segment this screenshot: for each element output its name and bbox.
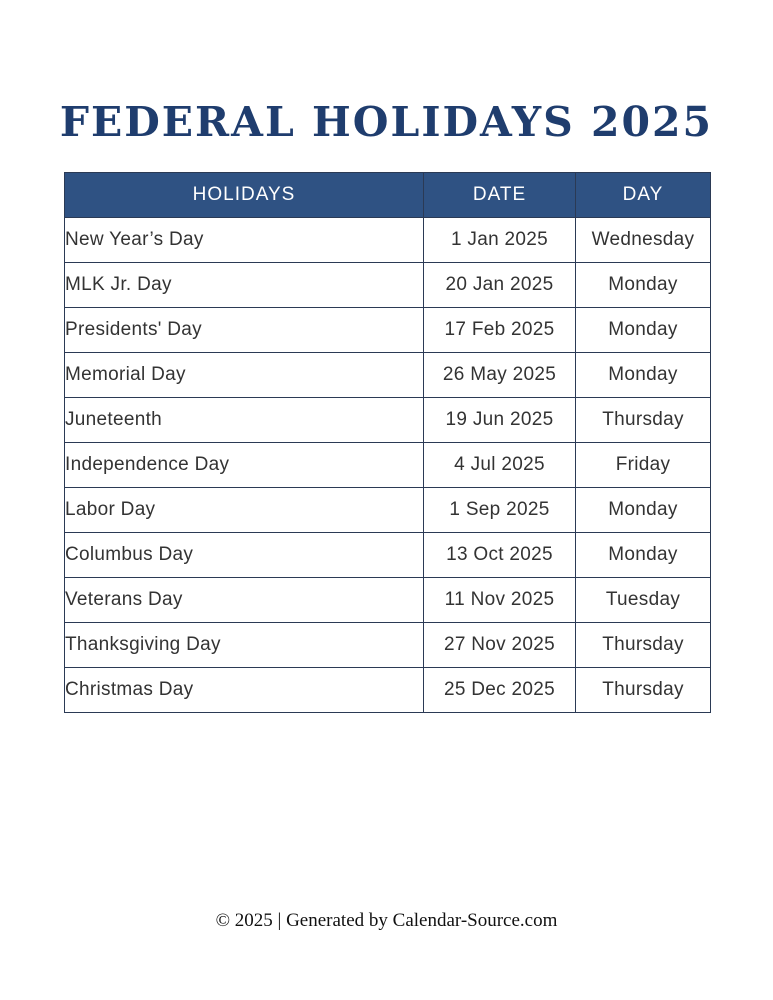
holiday-name-cell: Independence Day: [65, 443, 424, 488]
table-body: [65, 218, 711, 713]
table-row: [65, 398, 711, 443]
holiday-day-cell: Monday: [576, 533, 711, 578]
holiday-name-cell: Labor Day: [65, 488, 424, 533]
table-row: [65, 263, 711, 308]
table-row: [65, 443, 711, 488]
holiday-day-cell: Monday: [576, 488, 711, 533]
page-title: FEDERAL HOLIDAYS 2025: [59, 98, 714, 147]
holiday-day-cell: Monday: [576, 308, 711, 353]
column-header-day: DAY: [576, 173, 711, 218]
holiday-day-cell: Thursday: [576, 668, 711, 713]
table-row: [65, 218, 711, 263]
table-row: [65, 353, 711, 398]
holiday-date-cell: 1 Sep 2025: [424, 488, 576, 533]
holiday-day-cell: Tuesday: [576, 578, 711, 623]
holiday-name-cell: Juneteenth: [65, 398, 424, 443]
holiday-date-cell: 19 Jun 2025: [424, 398, 576, 443]
header-row: [65, 173, 711, 218]
holiday-date-cell: 17 Feb 2025: [424, 308, 576, 353]
holiday-name-cell: Columbus Day: [65, 533, 424, 578]
table-row: [65, 578, 711, 623]
holiday-name-cell: Thanksgiving Day: [65, 623, 424, 668]
table-row: [65, 623, 711, 668]
holiday-date-cell: 1 Jan 2025: [424, 218, 576, 263]
holiday-date-cell: 25 Dec 2025: [424, 668, 576, 713]
table-row: [65, 488, 711, 533]
table-row: [65, 668, 711, 713]
holiday-date-cell: 4 Jul 2025: [424, 443, 576, 488]
column-header-date: DATE: [424, 173, 576, 218]
holiday-name-cell: Veterans Day: [65, 578, 424, 623]
holiday-date-cell: 11 Nov 2025: [424, 578, 576, 623]
holiday-name-cell: Christmas Day: [65, 668, 424, 713]
holiday-day-cell: Thursday: [576, 623, 711, 668]
footer-credit: © 2025 | Generated by Calendar-Source.com: [215, 910, 558, 931]
holiday-day-cell: Monday: [576, 353, 711, 398]
table-header: [65, 173, 711, 218]
holiday-day-cell: Thursday: [576, 398, 711, 443]
holiday-date-cell: 13 Oct 2025: [424, 533, 576, 578]
holiday-day-cell: Friday: [576, 443, 711, 488]
holiday-name-cell: Presidents' Day: [65, 308, 424, 353]
holiday-name-cell: New Year’s Day: [65, 218, 424, 263]
holidays-table: [64, 172, 711, 713]
column-header-holidays: HOLIDAYS: [65, 173, 424, 218]
holiday-day-cell: Wednesday: [576, 218, 711, 263]
holiday-name-cell: Memorial Day: [65, 353, 424, 398]
holiday-date-cell: 26 May 2025: [424, 353, 576, 398]
holiday-date-cell: 27 Nov 2025: [424, 623, 576, 668]
table-row: [65, 308, 711, 353]
holiday-day-cell: Monday: [576, 263, 711, 308]
holiday-date-cell: 20 Jan 2025: [424, 263, 576, 308]
holiday-name-cell: MLK Jr. Day: [65, 263, 424, 308]
table-row: [65, 533, 711, 578]
